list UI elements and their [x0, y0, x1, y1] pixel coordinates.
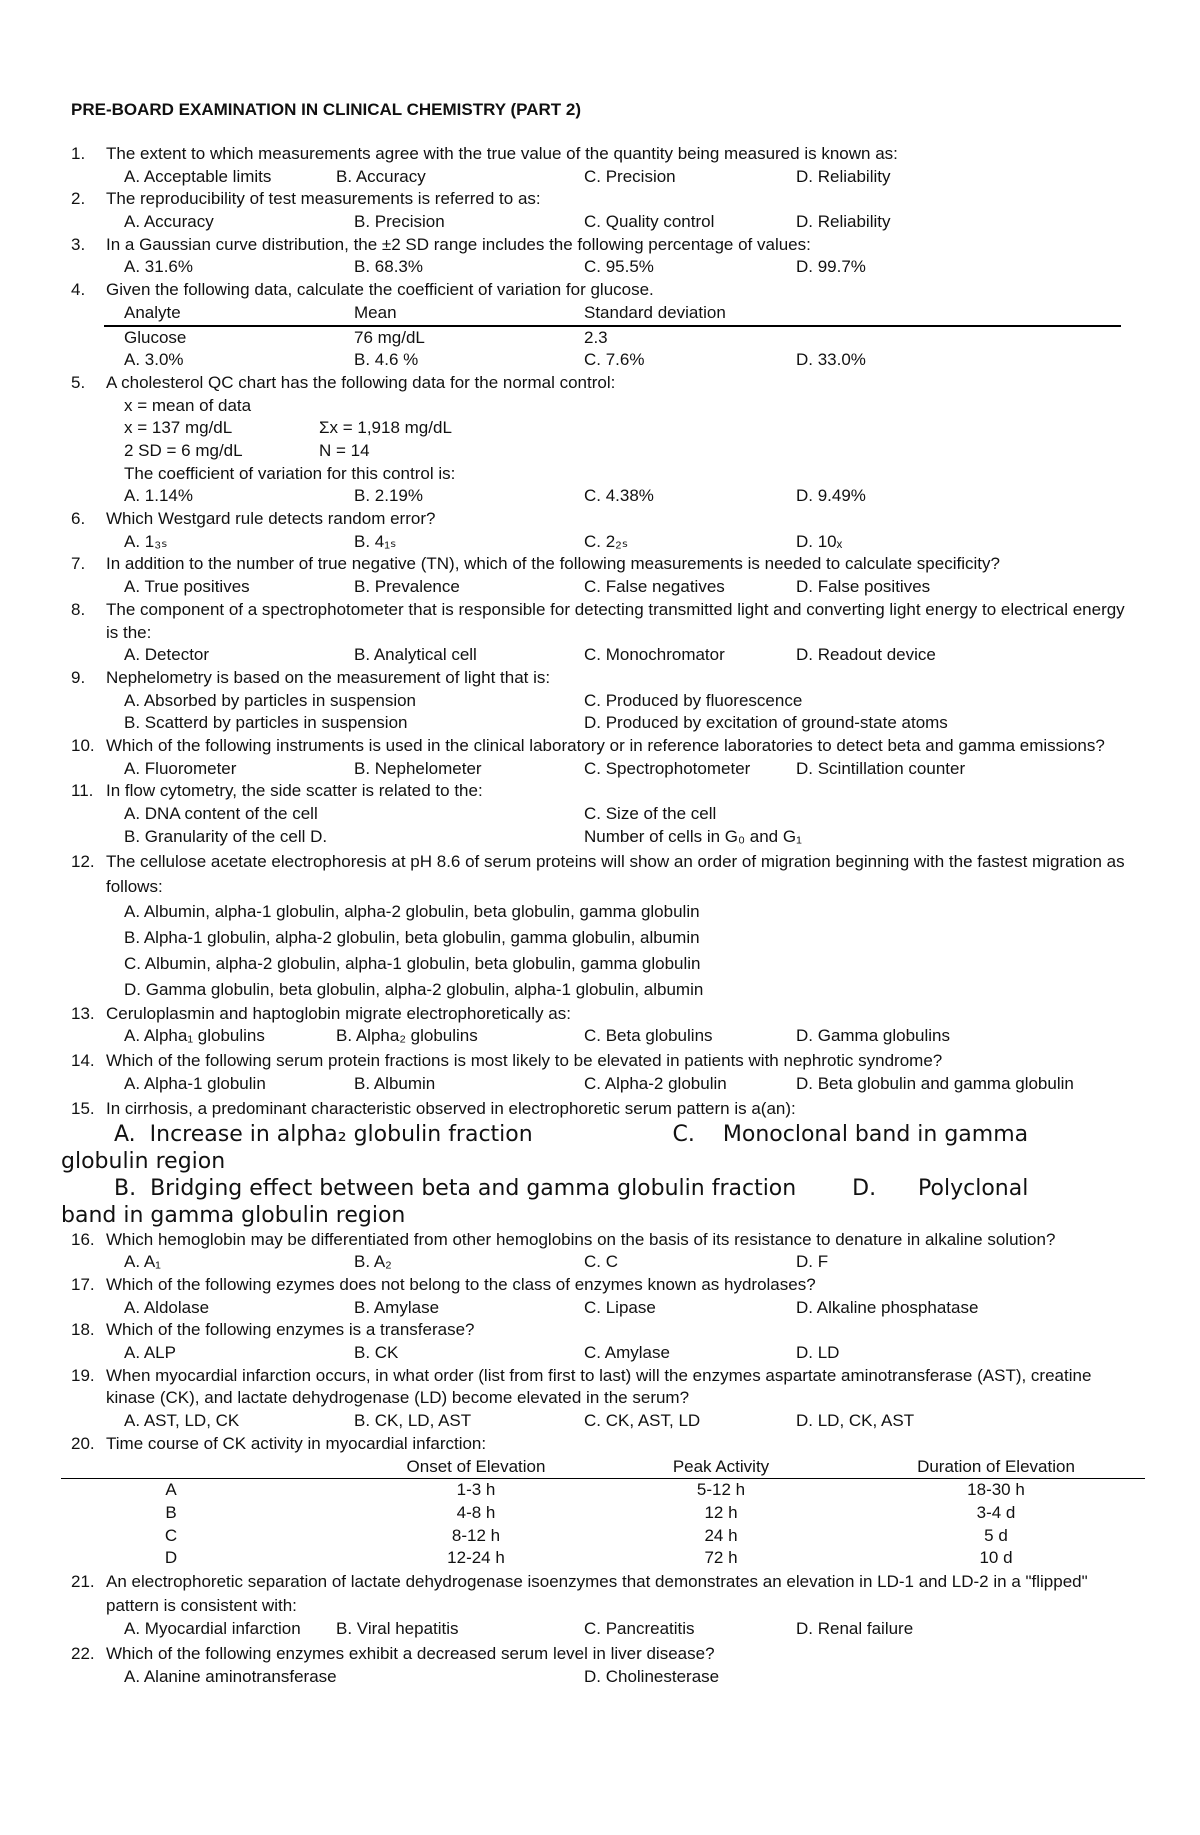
option-d: D. Gamma globulins — [796, 1026, 951, 1046]
question-8 — [71, 599, 1141, 644]
table-header-row — [71, 1456, 1141, 1479]
option-b: B. CK — [354, 1343, 399, 1363]
option-a: A. Alpha-1 globulin — [124, 1073, 266, 1093]
option-c: C. Lipase — [584, 1297, 656, 1317]
question-3 — [71, 234, 1141, 257]
cell-key: C — [164, 1525, 178, 1545]
question-number: 10. — [71, 736, 95, 756]
question-18 — [71, 1319, 1141, 1342]
question-text: In flow cytometry, the side scatter is related to the: — [106, 781, 483, 801]
question-17 — [71, 1274, 1141, 1297]
option-line: band in gamma globulin region — [61, 1202, 406, 1228]
option-b: B. 2.19% — [354, 486, 423, 506]
option-b: B. A₂ — [354, 1252, 392, 1272]
cell-key: D — [164, 1548, 178, 1568]
cell-peak: 5-12 h — [696, 1480, 746, 1500]
option-c: C. Alpha-2 globulin — [584, 1073, 727, 1093]
question-number: 7. — [71, 554, 86, 574]
option-a: A. 31.6% — [124, 257, 193, 277]
option-d: D. F — [796, 1252, 829, 1272]
question-6 — [71, 508, 1141, 531]
question-16 — [71, 1229, 1141, 1252]
options-row — [71, 211, 1141, 234]
question-13 — [71, 1003, 1141, 1026]
option-d: D. 99.7% — [796, 257, 866, 277]
question-text: Which of the following enzymes exhibit a decreased serum level in liver disease? — [106, 1644, 715, 1663]
col-mean: Mean — [354, 302, 397, 322]
options-row — [71, 1251, 1141, 1274]
option-d: D. 10ₓ — [796, 531, 843, 551]
options-row — [71, 803, 1141, 826]
options-row — [71, 1342, 1141, 1365]
question-1 — [71, 143, 1141, 166]
cell-mean: 76 mg/dL — [354, 327, 425, 347]
option-d: D. Reliability — [796, 166, 891, 186]
data-line — [71, 417, 1141, 440]
cell-analyte: Glucose — [124, 327, 187, 347]
option-c: C. 4.38% — [584, 486, 654, 506]
option-line: B. Bridging effect between beta and gamma globulin fraction D. Polyclonal — [114, 1175, 1029, 1201]
question-text: A cholesterol QC chart has the following data for the normal control: — [106, 372, 616, 392]
options-row — [71, 644, 1141, 667]
option-a: A. Absorbed by particles in suspension — [124, 690, 417, 710]
option-d: Number of cells in G₀ and G₁ — [584, 826, 802, 846]
options-row — [71, 166, 1141, 189]
question-21 — [71, 1570, 1141, 1618]
option-d: D. Readout device — [796, 645, 936, 665]
question-number: 12. — [71, 851, 95, 871]
data-text: The coefficient of variation for this control is: — [124, 463, 456, 483]
question-15 — [71, 1098, 1141, 1121]
question-number: 6. — [71, 509, 86, 529]
question-5 — [71, 372, 1141, 395]
question-text: Which hemoglobin may be differentiated from other hemoglobins on the basis of its resistance to denature in alkaline solution? — [106, 1229, 1056, 1249]
options-row — [71, 1025, 1141, 1048]
option-a: A. True positives — [124, 577, 250, 597]
option-d: D. Reliability — [796, 212, 891, 232]
option-a: A. AST, LD, CK — [124, 1411, 240, 1431]
option-a: A. Accuracy — [124, 212, 214, 232]
option-c: C. Produced by fluorescence — [584, 690, 803, 710]
question-12 — [71, 849, 1141, 899]
table-row — [71, 327, 1141, 350]
question-number: 3. — [71, 234, 86, 254]
data-text: x = 137 mg/dL — [124, 418, 233, 438]
question-number: 20. — [71, 1433, 95, 1453]
options-row — [71, 712, 1141, 735]
question-number: 1. — [71, 144, 86, 163]
col-peak: Peak Activity — [672, 1456, 770, 1476]
question-number: 16. — [71, 1229, 95, 1249]
option-a: A. Myocardial infarction — [124, 1619, 301, 1638]
option-a: A. Acceptable limits — [124, 166, 272, 186]
option-a: A. A₁ — [124, 1252, 161, 1272]
options-row — [71, 826, 1141, 849]
option-a: A. Detector — [124, 645, 210, 665]
options-row — [71, 1410, 1141, 1433]
cell-peak: 72 h — [704, 1548, 738, 1568]
option-b: B. Accuracy — [336, 166, 426, 186]
question-11 — [71, 780, 1141, 803]
options-row — [71, 531, 1141, 554]
options-row — [71, 1618, 1141, 1643]
question-text: The reproducibility of test measurements is referred to as: — [106, 189, 541, 209]
cell-onset: 8-12 h — [451, 1525, 501, 1545]
table-row — [71, 1502, 1141, 1525]
option-a: A. Fluorometer — [124, 758, 237, 778]
question-4 — [71, 279, 1141, 302]
col-duration: Duration of Elevation — [917, 1456, 1075, 1476]
question-text: Which of the following enzymes is a transferase? — [106, 1320, 475, 1340]
question-7 — [71, 553, 1141, 576]
question-10 — [71, 735, 1141, 758]
option-d: D. LD — [796, 1343, 840, 1363]
data-line — [71, 463, 1141, 486]
question-text: Ceruloplasmin and haptoglobin migrate electrophoretically as: — [106, 1003, 571, 1023]
question-text: The component of a spectrophotometer that is responsible for detecting transmitted light and converting light energy to electrical energy is the: — [106, 599, 1125, 642]
question-text: Which of the following ezymes does not belong to the class of enzymes known as hydrolases? — [106, 1274, 816, 1294]
option-c: C. Quality control — [584, 212, 715, 232]
question-text: Given the following data, calculate the coefficient of variation for glucose. — [106, 280, 654, 300]
options-block — [61, 1121, 1141, 1229]
question-19 — [71, 1365, 1141, 1410]
options-row — [71, 758, 1141, 781]
table-row — [71, 1525, 1141, 1548]
cell-duration: 3-4 d — [976, 1502, 1016, 1522]
option-a: A. Alpha₁ globulins — [124, 1026, 265, 1046]
question-20 — [71, 1433, 1141, 1456]
cell-duration: 18-30 h — [967, 1480, 1025, 1500]
question-text: The extent to which measurements agree with the true value of the quantity being measured is known as: — [106, 144, 898, 163]
option-b: B. Scatterd by particles in suspension — [124, 713, 408, 733]
question-2 — [71, 188, 1141, 211]
cell-peak: 12 h — [704, 1502, 738, 1522]
question-number: 8. — [71, 599, 86, 619]
table-row — [71, 1547, 1141, 1570]
col-onset: Onset of Elevation — [406, 1456, 546, 1476]
option-c: C. Monochromator — [584, 645, 725, 665]
option-c: C. Spectrophotometer — [584, 758, 751, 778]
option-d: D. Scintillation counter — [796, 758, 966, 778]
option-b: B. Prevalence — [354, 577, 460, 597]
option-b: B. Granularity of the cell D. — [124, 826, 328, 846]
option-b: B. Amylase — [354, 1297, 440, 1317]
page-title: PRE-BOARD EXAMINATION IN CLINICAL CHEMISTRY (PART 2) — [71, 100, 582, 119]
option-c: C. 7.6% — [584, 350, 645, 370]
option-a: A. Albumin, alpha-1 globulin, alpha-2 globulin, beta globulin, gamma globulin — [124, 901, 700, 921]
option-b: B. 4₁ₛ — [354, 531, 397, 551]
option-d: D. Alkaline phosphatase — [796, 1297, 979, 1317]
cell-sd: 2.3 — [584, 327, 608, 347]
option-c: C. Precision — [584, 166, 676, 186]
option-line: globulin region — [61, 1148, 226, 1174]
option-d: D. LD, CK, AST — [796, 1411, 915, 1431]
option-c: C. Amylase — [584, 1343, 670, 1363]
col-analyte: Analyte — [124, 302, 181, 322]
question-number: 14. — [71, 1050, 95, 1070]
option-b: B. Albumin — [354, 1073, 436, 1093]
table-header-row — [71, 302, 1141, 325]
options-row — [71, 256, 1141, 279]
option-b: B. Viral hepatitis — [336, 1619, 459, 1638]
option-a: A. ALP — [124, 1343, 176, 1363]
question-number: 15. — [71, 1098, 95, 1118]
question-22 — [71, 1643, 1141, 1666]
option-a: A. Alanine aminotransferase — [124, 1666, 337, 1686]
question-9 — [71, 667, 1141, 690]
options-row — [71, 349, 1141, 372]
option-b: B. 4.6 % — [354, 350, 419, 370]
cell-duration: 10 d — [979, 1548, 1013, 1568]
question-text: Which of the following instruments is used in the clinical laboratory or in reference laboratories to detect beta and gamma emissions? — [106, 736, 1105, 756]
option-d: D. Beta globulin and gamma globulin — [796, 1073, 1074, 1093]
question-number: 22. — [71, 1644, 95, 1663]
option-c: C. Beta globulins — [584, 1026, 713, 1046]
option-a: A. Aldolase — [124, 1297, 210, 1317]
option-b: B. Alpha₂ globulins — [336, 1026, 478, 1046]
options-row — [71, 485, 1141, 508]
data-text: Σx = 1,918 mg/dL — [319, 418, 452, 438]
col-sd: Standard deviation — [584, 302, 726, 322]
question-number: 19. — [71, 1365, 95, 1385]
option-c: C. Pancreatitis — [584, 1619, 695, 1638]
cell-key: A — [165, 1480, 177, 1500]
question-number: 17. — [71, 1274, 95, 1294]
option-b: B. CK, LD, AST — [354, 1411, 472, 1431]
option-c: C. False negatives — [584, 577, 725, 597]
option-d: D. 33.0% — [796, 350, 866, 370]
data-line — [71, 395, 1141, 418]
data-text: N = 14 — [319, 441, 370, 461]
option-line: A. Increase in alpha₂ globulin fraction C. Monoclonal band in gamma — [114, 1121, 1029, 1147]
question-14 — [71, 1048, 1141, 1073]
question-number: 13. — [71, 1003, 95, 1023]
option-b: B. 68.3% — [354, 257, 423, 277]
option-b: B. Analytical cell — [354, 645, 477, 665]
option-a: A. 3.0% — [124, 350, 184, 370]
table-row — [71, 1479, 1141, 1502]
data-text: x = mean of data — [124, 395, 252, 415]
option-d: D. Cholinesterase — [584, 1666, 720, 1686]
option-c: C. Albumin, alpha-2 globulin, alpha-1 globulin, beta globulin, gamma globulin — [124, 953, 701, 973]
question-text: In cirrhosis, a predominant characteristic observed in electrophoretic serum pattern is a(an): — [106, 1098, 796, 1118]
question-text: The cellulose acetate electrophoresis at pH 8.6 of serum proteins will show an order of migration beginning with the fastest migration as follows: — [106, 851, 1125, 896]
options-row — [71, 1073, 1141, 1098]
options-row — [71, 576, 1141, 599]
question-text: Time course of CK activity in myocardial infarction: — [106, 1433, 487, 1453]
option-d: D. Gamma globulin, beta globulin, alpha-2 globulin, alpha-1 globulin, albumin — [124, 979, 704, 999]
question-number: 2. — [71, 189, 86, 209]
option-b: B. Precision — [354, 212, 445, 232]
question-text: An electrophoretic separation of lactate dehydrogenase isoenzymes that demonstrates an elevation in LD-1 and LD-2 in a "flipped" pattern is consistent with: — [106, 1572, 1088, 1615]
question-number: 5. — [71, 372, 86, 392]
question-number: 11. — [71, 781, 94, 801]
question-text: In addition to the number of true negative (TN), which of the following measurements is needed to calculate specificity? — [106, 554, 1000, 574]
option-a: A. DNA content of the cell — [124, 804, 318, 824]
option-b: B. Nephelometer — [354, 758, 482, 778]
question-number: 18. — [71, 1320, 95, 1340]
question-text: In a Gaussian curve distribution, the ±2 SD range includes the following percentage of values: — [106, 234, 811, 254]
data-line — [71, 440, 1141, 463]
option-c: C. 95.5% — [584, 257, 654, 277]
option-c: C. Size of the cell — [584, 804, 717, 824]
options-row — [71, 1666, 1141, 1689]
option-b: B. Alpha-1 globulin, alpha-2 globulin, beta globulin, gamma globulin, albumin — [124, 927, 700, 947]
option-c: C. 2₂ₛ — [584, 531, 629, 551]
option-c: C. CK, AST, LD — [584, 1411, 701, 1431]
options-row — [71, 1297, 1141, 1320]
option-a: A. 1.14% — [124, 486, 193, 506]
option-d: D. False positives — [796, 577, 931, 597]
data-text: 2 SD = 6 mg/dL — [124, 441, 243, 461]
option-d: D. Produced by excitation of ground-state atoms — [584, 713, 948, 733]
option-d: D. 9.49% — [796, 486, 866, 506]
option-d: D. Renal failure — [796, 1619, 914, 1638]
cell-key: B — [165, 1502, 177, 1522]
cell-onset: 12-24 h — [447, 1548, 505, 1568]
option-a: A. 1₃ₛ — [124, 531, 168, 551]
cell-onset: 4-8 h — [456, 1502, 496, 1522]
cell-duration: 5 d — [984, 1525, 1008, 1545]
question-number: 9. — [71, 667, 86, 687]
question-text: Which of the following serum protein fractions is most likely to be elevated in patients with nephrotic syndrome? — [106, 1050, 943, 1070]
cell-onset: 1-3 h — [456, 1480, 496, 1500]
question-list — [61, 143, 1141, 1688]
question-number: 21. — [71, 1572, 95, 1591]
option-c: C. C — [584, 1252, 618, 1272]
question-text: When myocardial infarction occurs, in what order (list from first to last) will the enzymes aspartate aminotransferase (AST), creatine kinase (CK), and lactate dehydrogenase (LD) become elevated in the serum? — [106, 1365, 1092, 1408]
question-text: Nephelometry is based on the measurement of light that is: — [106, 667, 551, 687]
question-text: Which Westgard rule detects random error? — [106, 509, 436, 529]
question-number: 4. — [71, 280, 86, 300]
cell-peak: 24 h — [704, 1525, 738, 1545]
options-row — [71, 690, 1141, 713]
